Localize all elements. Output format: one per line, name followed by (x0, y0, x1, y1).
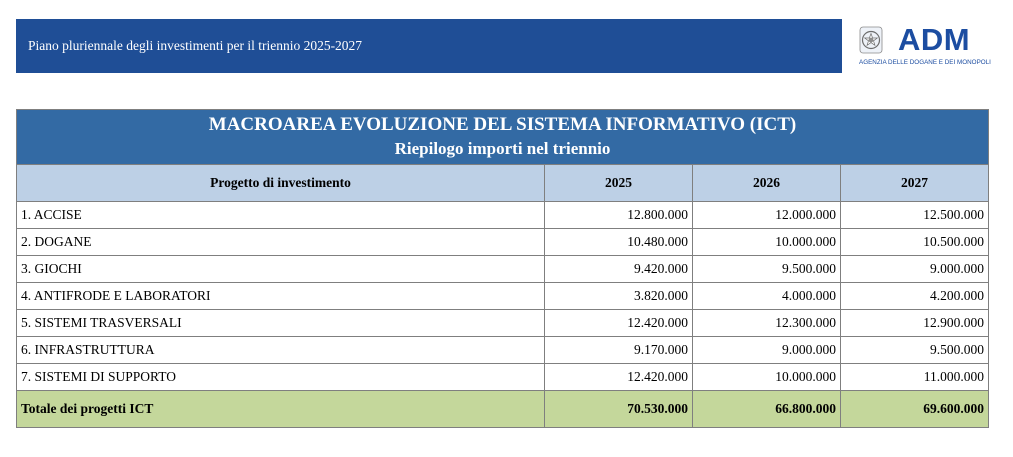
amount-2025-cell: 3.820.000 (545, 283, 693, 310)
project-name-cell: 1. ACCISE (17, 202, 545, 229)
document-header-title: Piano pluriennale degli investimenti per il triennio 2025-2027 (28, 38, 363, 53)
column-header-2026: 2026 (693, 165, 841, 202)
project-name-cell: 3. GIOCHI (17, 256, 545, 283)
amount-2026-cell: 12.000.000 (693, 202, 841, 229)
amount-2026-cell: 10.000.000 (693, 364, 841, 391)
total-2026-cell: 66.800.000 (693, 391, 841, 428)
table-header-row (17, 165, 989, 202)
table-row (17, 310, 989, 337)
amount-2027-cell: 12.900.000 (841, 310, 989, 337)
amount-2026-cell: 10.000.000 (693, 229, 841, 256)
amount-2025-cell: 9.420.000 (545, 256, 693, 283)
amount-2027-cell: 11.000.000 (841, 364, 989, 391)
table-title: MACROAREA EVOLUZIONE DEL SISTEMA INFORMATIVO (ICT) (208, 114, 797, 135)
column-header-project: Progetto di investimento (17, 165, 545, 202)
table-row (17, 283, 989, 310)
total-2027-cell: 69.600.000 (841, 391, 989, 428)
amount-2027-cell: 4.200.000 (841, 283, 989, 310)
table-total-row (17, 391, 989, 428)
total-2025-cell: 70.530.000 (545, 391, 693, 428)
table-subtitle: Riepilogo importi nel triennio (394, 139, 611, 158)
logo-subtitle: AGENZIA DELLE DOGANE E DEI MONOPOLI (859, 59, 991, 66)
amount-2026-cell: 9.000.000 (693, 337, 841, 364)
amount-2025-cell: 9.170.000 (545, 337, 693, 364)
column-header-2027: 2027 (841, 165, 989, 202)
table-row (17, 202, 989, 229)
document-header-banner (16, 19, 842, 73)
project-name-cell: 2. DOGANE (17, 229, 545, 256)
amount-2026-cell: 12.300.000 (693, 310, 841, 337)
investment-summary-table (16, 109, 989, 428)
amount-2025-cell: 12.420.000 (545, 310, 693, 337)
table-row (17, 337, 989, 364)
italian-emblem-icon (858, 26, 884, 54)
project-name-cell: 5. SISTEMI TRASVERSALI (17, 310, 545, 337)
amount-2026-cell: 4.000.000 (693, 283, 841, 310)
amount-2026-cell: 9.500.000 (693, 256, 841, 283)
project-name-cell: 7. SISTEMI DI SUPPORTO (17, 364, 545, 391)
column-header-2025: 2025 (545, 165, 693, 202)
amount-2025-cell: 12.420.000 (545, 364, 693, 391)
logo-wordmark: ADM (898, 22, 971, 57)
adm-logo (858, 24, 994, 70)
project-name-cell: 4. ANTIFRODE E LABORATORI (17, 283, 545, 310)
amount-2027-cell: 9.500.000 (841, 337, 989, 364)
total-label-cell: Totale dei progetti ICT (17, 391, 545, 428)
table-row (17, 364, 989, 391)
amount-2027-cell: 9.000.000 (841, 256, 989, 283)
amount-2025-cell: 10.480.000 (545, 229, 693, 256)
project-name-cell: 6. INFRASTRUTTURA (17, 337, 545, 364)
table-title-band (17, 110, 989, 165)
table-row (17, 229, 989, 256)
amount-2027-cell: 12.500.000 (841, 202, 989, 229)
amount-2027-cell: 10.500.000 (841, 229, 989, 256)
amount-2025-cell: 12.800.000 (545, 202, 693, 229)
table-row (17, 256, 989, 283)
